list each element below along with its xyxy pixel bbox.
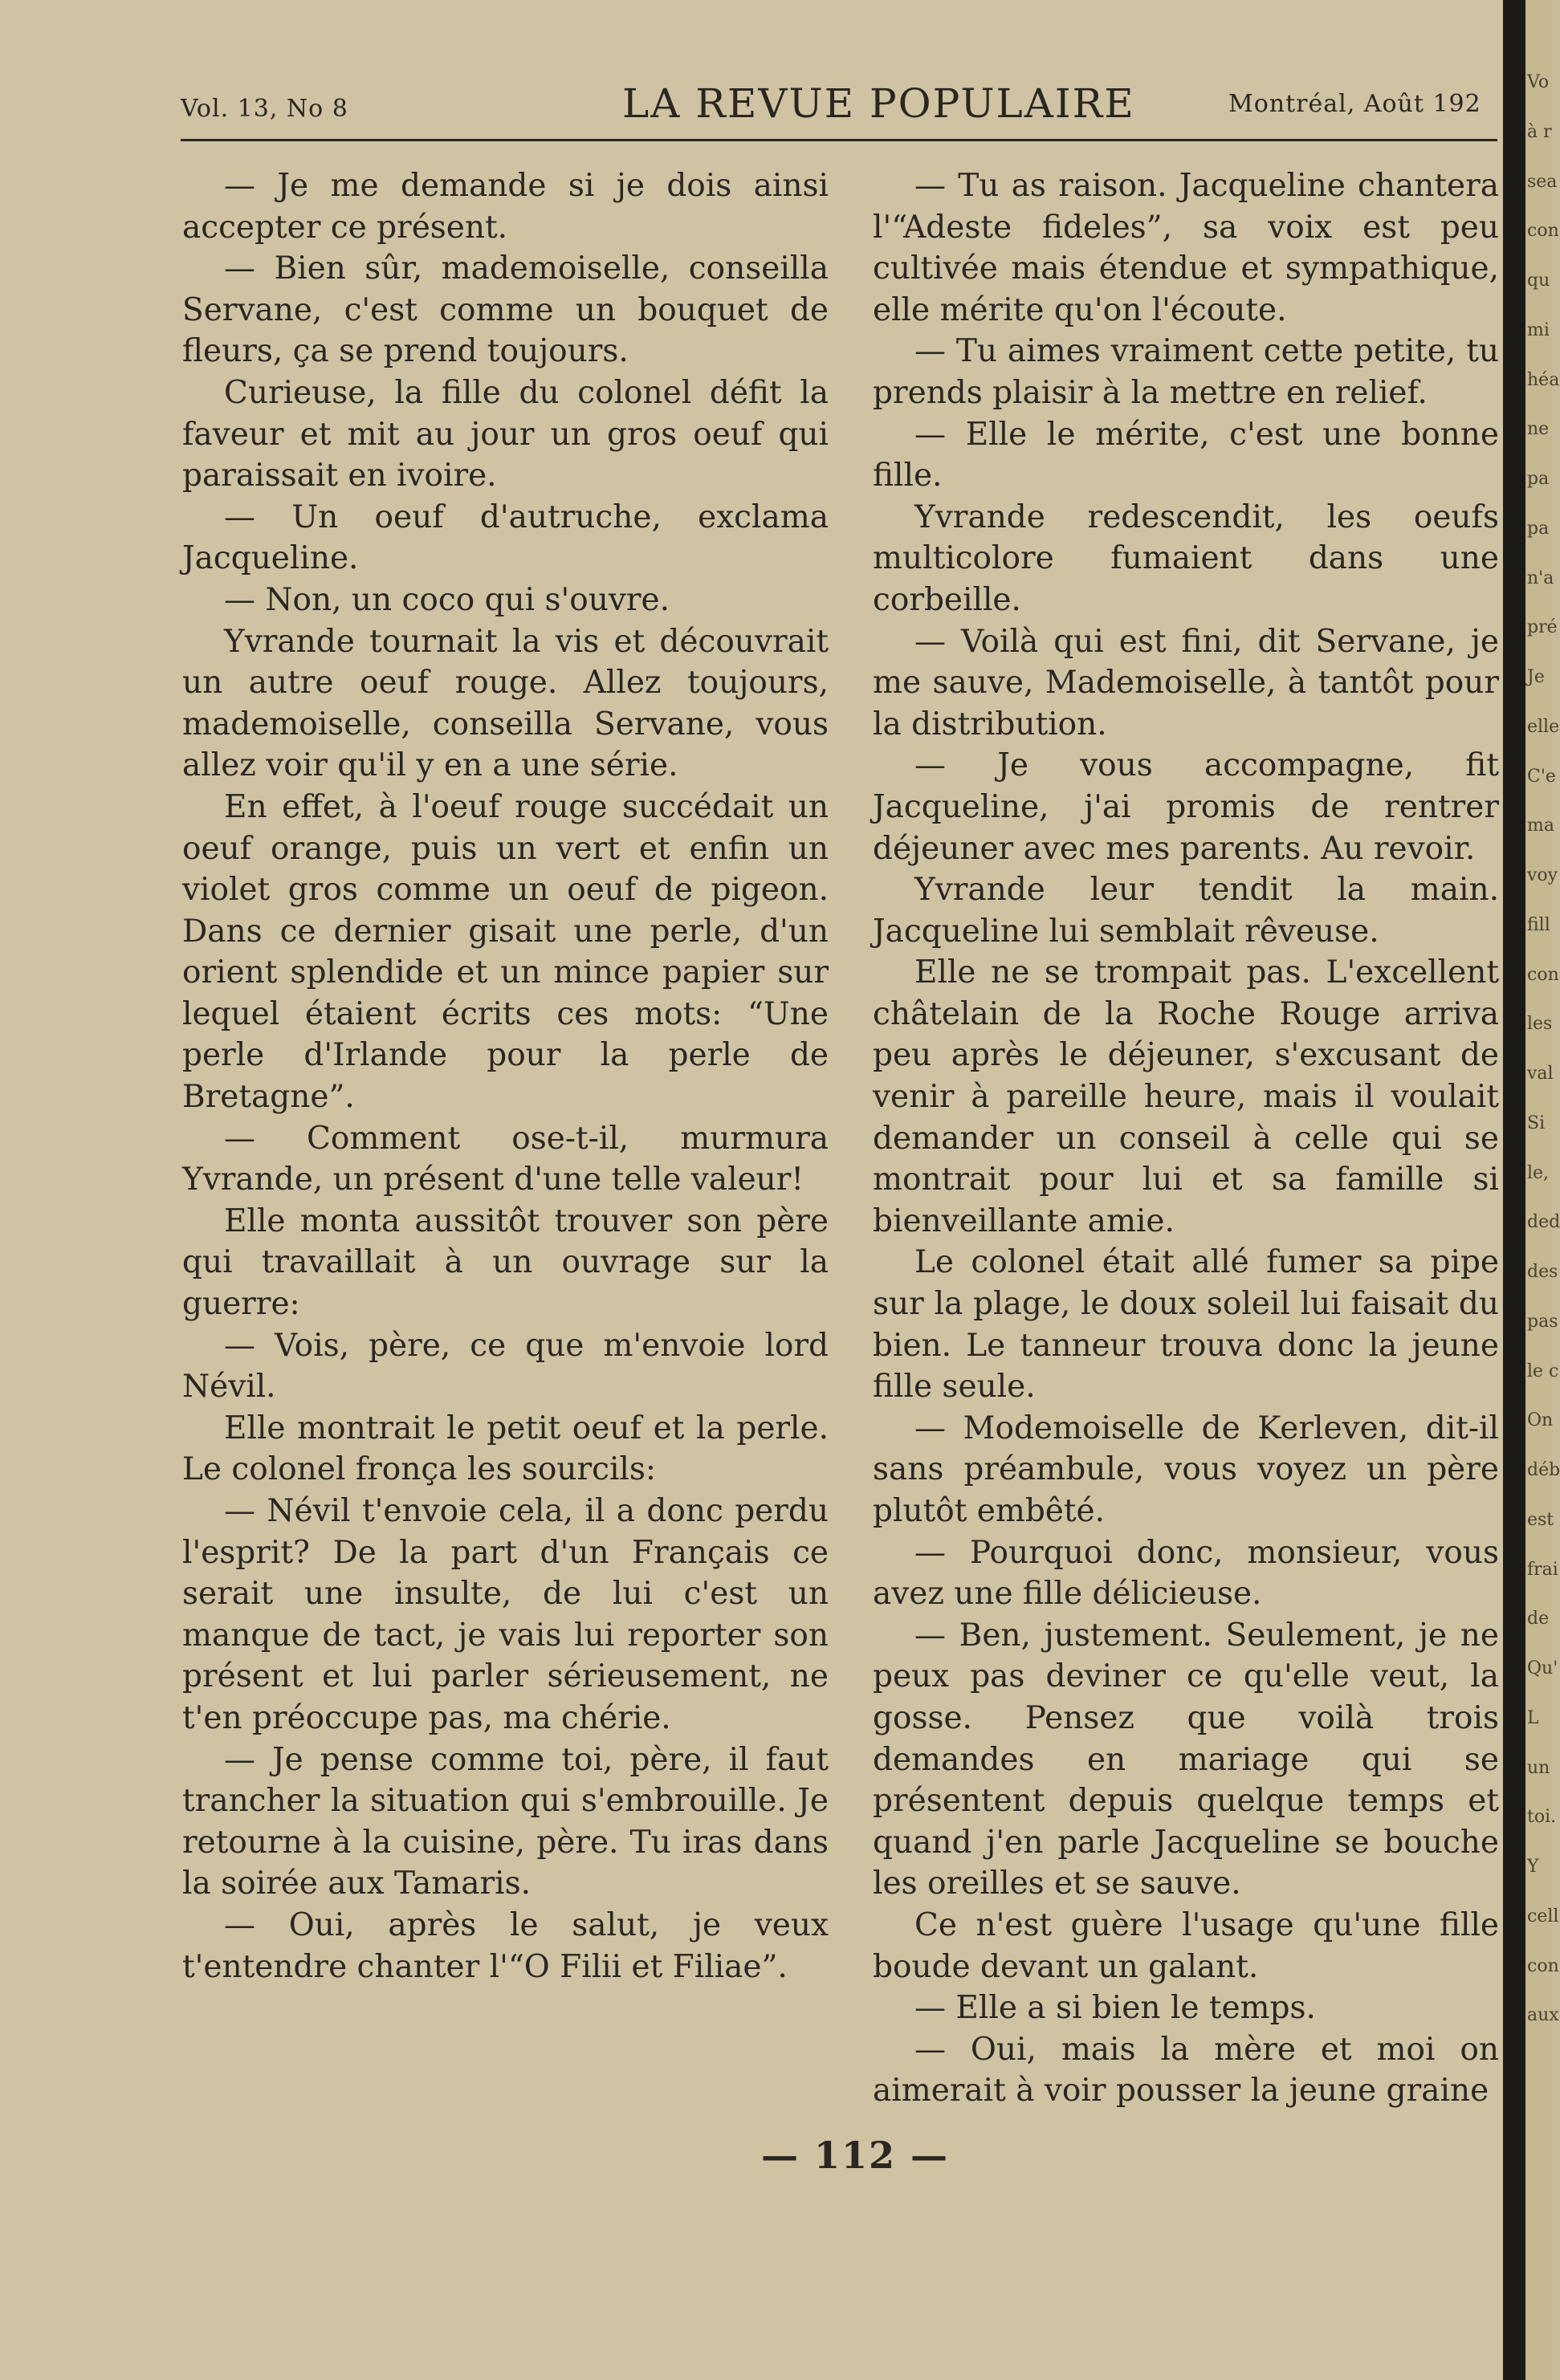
paragraph: Elle ne se trompait pas. L'excellent châtelain de la Roche Rouge arriva peu après le déjeuner, s'excusant de venir à pareille heure, mais il voulait demander un conseil à celle qui se montrait pour lui et sa famille si bienveillante amie. xyxy=(873,954,1499,1239)
next-page-fragment: On xyxy=(1527,1410,1554,1431)
paragraph: En effet, à l'oeuf rouge succédait un oeuf orange, puis un vert et enfin un violet gros comme un oeuf de pigeon. Dans ce dernier gisait une perle, d'un orient splendide et un mince papier sur lequel étaient écrits ces mots: “Une perle d'Irlande pour la perle de Bretagne”. xyxy=(182,788,829,1116)
paragraph: Yvrande tournait la vis et découvrait un autre oeuf rouge. Allez toujours, mademoiselle, conseilla Servane, vous allez voir qu'il y en a une série. xyxy=(182,623,829,784)
next-page-fragment: L xyxy=(1527,1707,1539,1728)
paragraph: Elle montrait le petit oeuf et la perle. Le colonel fronça les sourcils: xyxy=(182,1410,829,1488)
next-page-fragment: est xyxy=(1527,1509,1554,1530)
paragraph: — Modemoiselle de Kerleven, dit-il sans préambule, vous voyez un père plutôt embêté. xyxy=(873,1410,1499,1529)
next-page-fragment: fill xyxy=(1527,914,1550,935)
next-page-fragment: frai xyxy=(1527,1559,1558,1580)
paragraph: — Je me demande si je dois ainsi accepter ce présent. xyxy=(182,168,829,246)
next-page-fragment: ne xyxy=(1527,419,1550,440)
next-page-fragment: qu xyxy=(1527,271,1550,291)
next-page-fragment: val xyxy=(1527,1064,1554,1084)
next-page-fragment: à r xyxy=(1527,121,1552,142)
paragraph: — Elle a si bien le temps. xyxy=(914,1990,1316,2027)
book-gutter xyxy=(1503,0,1525,2380)
left-column xyxy=(182,165,829,1987)
paragraph: — Non, un coco qui s'ouvre. xyxy=(224,581,670,618)
next-page-fragment: con xyxy=(1527,1955,1559,1976)
next-page-fragment: des xyxy=(1527,1262,1558,1282)
next-page-edge xyxy=(1525,0,1560,2380)
next-page-fragment: héa xyxy=(1527,369,1560,390)
next-page-fragment: pa xyxy=(1527,518,1550,539)
next-page-fragment: Vo xyxy=(1527,72,1550,92)
paragraph: — Elle le mérite, c'est une bonne fille. xyxy=(873,416,1499,494)
next-page-fragment: Si xyxy=(1527,1113,1546,1133)
paragraph: — Ben, justement. Seulement, je ne peux pas deviner ce qu'elle veut, la gosse. Pensez que voilà trois demandes en mariage qui se présentent depuis quelque temps et quand j'en parle Jacqueline se bouche les oreilles et se sauve. xyxy=(873,1617,1499,1902)
volume-number: Vol. 13, No 8 xyxy=(181,95,348,123)
paragraph: Le colonel était allé fumer sa pipe sur la plage, le doux soleil lui faisait du bien. Le tanneur trouva donc la jeune fille seule. xyxy=(873,1244,1499,1406)
next-page-fragment: sea xyxy=(1527,171,1558,192)
next-page-fragment: ma xyxy=(1527,816,1554,836)
next-page-fragment: n'a xyxy=(1527,568,1554,588)
next-page-fragment: Je xyxy=(1527,667,1545,687)
paragraph: — Un oeuf d'autruche, exclama Jacqueline. xyxy=(182,498,829,577)
paragraph: — Voilà qui est fini, dit Servane, je me sauve, Mademoiselle, à tantôt pour la distribution. xyxy=(873,623,1499,742)
next-page-fragment: le c xyxy=(1527,1361,1559,1381)
paragraph: — Tu aimes vraiment cette petite, tu prends plaisir à la mettre en relief. xyxy=(873,333,1499,411)
next-page-fragment: de xyxy=(1527,1609,1550,1629)
place-date: Montréal, Août 192 xyxy=(1228,90,1481,118)
paragraph: — Tu as raison. Jacqueline chantera l'“Adeste fideles”, sa voix est peu cultivée mais étendue et sympathique, elle mérite qu'on l'écoute. xyxy=(873,168,1499,328)
page-number: — 112 — xyxy=(760,2134,950,2177)
paragraph: — Comment ose-t-il, murmura Yvrande, un présent d'une telle valeur! xyxy=(182,1120,829,1198)
next-page-fragment: mi xyxy=(1527,319,1550,340)
next-page-fragment: Qu' xyxy=(1527,1658,1558,1678)
next-page-fragment: les xyxy=(1527,1014,1553,1035)
next-page-fragment: pas xyxy=(1527,1311,1558,1332)
paragraph: Yvrande leur tendit la main. Jacqueline lui semblait rêveuse. xyxy=(873,872,1499,950)
right-column xyxy=(873,165,1499,2112)
next-page-fragment: toi. xyxy=(1527,1807,1557,1828)
header-rule xyxy=(181,139,1497,141)
paragraph: Curieuse, la fille du colonel défit la faveur et mit au jour un gros oeuf qui paraissait en ivoire. xyxy=(182,374,829,494)
next-page-fragment: voy xyxy=(1527,865,1558,885)
next-page-fragment: ded xyxy=(1527,1212,1560,1233)
next-page-fragment: con xyxy=(1527,964,1559,985)
paragraph: Ce n'est guère l'usage qu'une fille boude devant un galant. xyxy=(873,1906,1499,1985)
next-page-fragment: C'e xyxy=(1527,766,1556,787)
magazine-title: LA REVUE POPULAIRE xyxy=(622,80,1135,127)
next-page-fragment: Y xyxy=(1527,1857,1539,1877)
paragraph: — Je vous accompagne, fit Jacqueline, j'ai promis de rentrer déjeuner avec mes parents. Au revoir. xyxy=(873,747,1499,867)
next-page-fragment: un xyxy=(1527,1757,1550,1778)
next-page-fragment: pa xyxy=(1527,469,1550,489)
next-page-fragment: déb xyxy=(1527,1460,1560,1480)
next-page-fragment: le, xyxy=(1527,1162,1550,1183)
paragraph: Elle monta aussitôt trouver son père qui travaillait à un ouvrage sur la guerre: xyxy=(182,1202,829,1323)
next-page-fragment: cell xyxy=(1527,1906,1559,1926)
paragraph: — Oui, mais la mère et moi on aimerait à voir pousser la jeune graine xyxy=(873,2031,1499,2109)
paragraph: — Bien sûr, mademoiselle, conseilla Servane, c'est comme un bouquet de fleurs, ça se prend toujours. xyxy=(182,250,829,370)
paragraph: — Vois, père, ce que m'envoie lord Névil. xyxy=(182,1327,829,1406)
next-page-fragment: pré xyxy=(1527,617,1558,638)
paragraph: — Je pense comme toi, père, il faut trancher la situation qui s'embrouille. Je retourne à la cuisine, père. Tu iras dans la soirée aux Tamaris. xyxy=(182,1741,829,1902)
paragraph: — Pourquoi donc, monsieur, vous avez une fille délicieuse. xyxy=(873,1534,1499,1613)
next-page-fragment: elle xyxy=(1527,716,1560,737)
next-page-fragment: con xyxy=(1527,221,1559,242)
paragraph: — Oui, après le salut, je veux t'entendre chanter l'“O Filii et Filiae”. xyxy=(182,1906,829,1985)
running-header xyxy=(181,80,1501,128)
paragraph: — Névil t'envoie cela, il a donc perdu l'esprit? De la part d'un Français ce serait une insulte, de lui c'est un manque de tact, je vais lui reporter son présent et lui parler sérieusement, ne t'en préoccupe pas, ma chérie. xyxy=(182,1493,829,1736)
next-page-fragment: aux xyxy=(1527,2005,1559,2026)
paragraph: Yvrande redescendit, les oeufs multicolore fumaient dans une corbeille. xyxy=(873,498,1499,618)
